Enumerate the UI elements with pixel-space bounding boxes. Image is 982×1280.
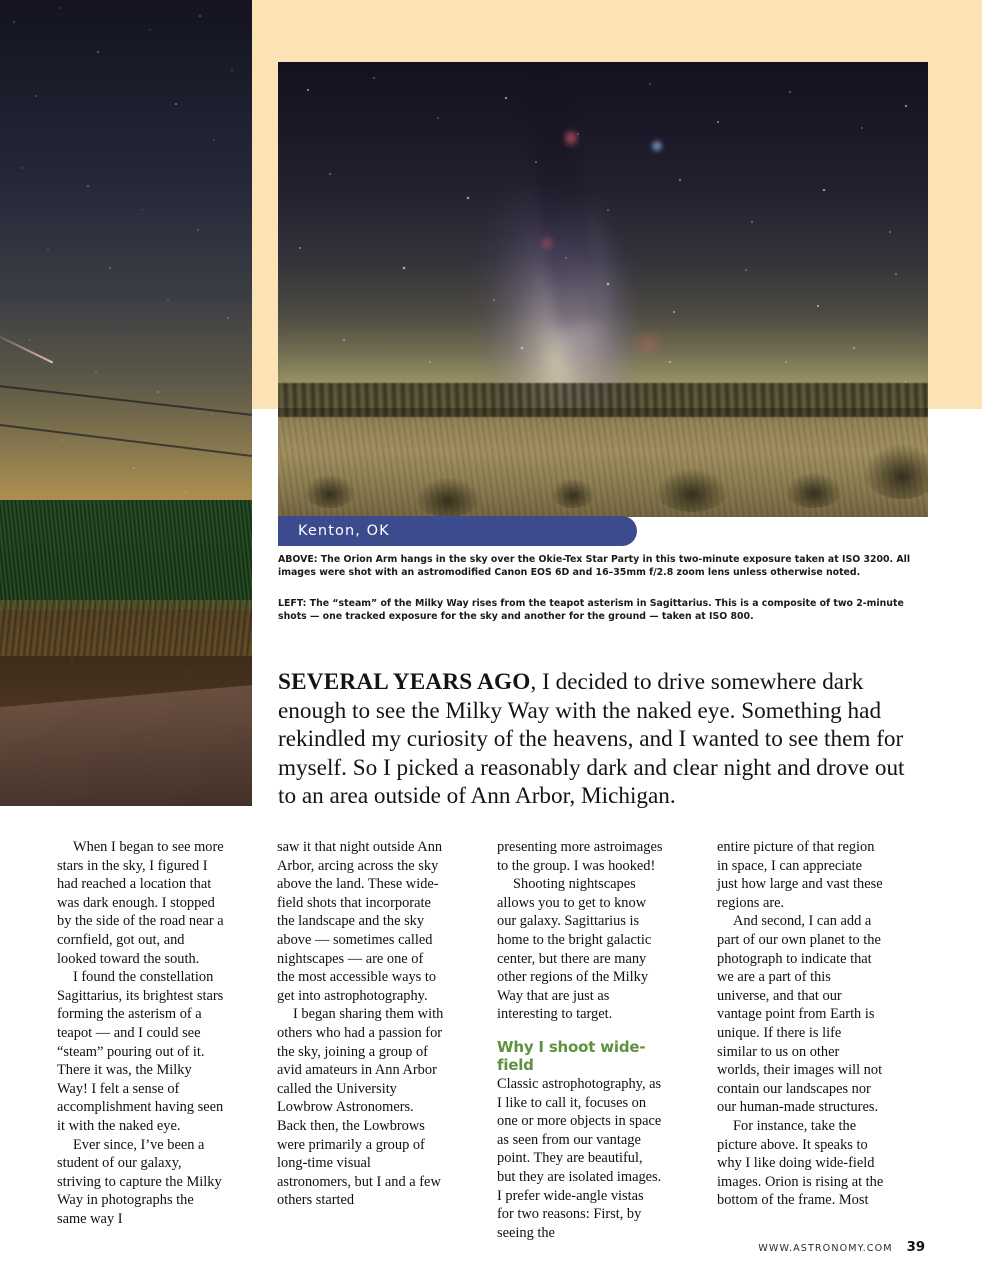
paragraph: Ever since, I’ve been a student of our galaxy, striving to capture the Milky Way in photographs the same way I xyxy=(57,1136,222,1227)
caption-above: ABOVE: The Orion Arm hangs in the sky over the Okie-Tex Star Party in this two-minute exposure taken at ISO 3200. All images were shot with an astromodified Canon EOS 6D and 16–35mm f/2.8 zoom lens unless otherwise noted. xyxy=(278,554,911,579)
paragraph: Classic astrophotography, as I like to call it, focuses on one or more objects in space as seen from our vantage point. They are beautiful, but they are isolated images. I prefer wide-angle vistas for two reasons: First, by seeing the xyxy=(497,1075,662,1241)
paragraph: I found the constellation Sagittarius, its brightest stars forming the asterism of a teapot — and I could see “steam” pouring out of it. There it was, the Milky Way! I felt a sense of accomplishment having seen it with the naked eye. xyxy=(57,969,224,1134)
horizon-treeline xyxy=(278,383,928,417)
column-4 xyxy=(717,838,884,1242)
column-2 xyxy=(277,838,444,1242)
paragraph: I began sharing them with others who had a passion for the sky, joining a group of avid amateurs in Ann Arbor called the University Lowbrow Astronomers. Back then, the Lowbrows were primarily a group of long-time visual astronomers, but I and a few others started xyxy=(277,1006,444,1209)
left-photo xyxy=(0,0,252,806)
section-heading: Why I shoot wide-field xyxy=(497,1037,646,1074)
paragraph: For instance, take the picture above. It speaks to why I like doing wide-field images. Orion is rising at the bottom of the frame. Most xyxy=(717,1117,884,1209)
column-3 xyxy=(497,838,664,1242)
bush xyxy=(785,472,843,508)
hero-photo xyxy=(278,62,928,517)
caption-left: LEFT: The “steam” of the Milky Way rises from the teapot asterism in Sagittarius. This is a composite of two 2-minute shots — one tracked exposure for the sky and another for the ground — taken at ISO 800. xyxy=(278,598,904,623)
ground-speckle xyxy=(0,606,252,806)
lede-lead-in: SEVERAL YEARS AGO xyxy=(278,669,531,695)
bush xyxy=(415,477,481,517)
paragraph: entire picture of that region in space, I can appreciate just how large and vast these regions are. xyxy=(717,839,883,911)
left-photo-starfield xyxy=(0,0,252,564)
lede-rest: , I decided to drive somewhere dark enough to see the Milky Way with the naked eye. Something had rekindled my curiosity of the heavens, and I wanted to see them for myself. So I picked a reasonably dark and clear night and drove out to an area outside of Ann Arbor, Michigan. xyxy=(278,669,905,810)
bush xyxy=(551,478,595,508)
page-footer xyxy=(0,1240,925,1255)
paragraph: presenting more astroimages to the group. I was hooked! xyxy=(497,839,663,874)
paragraph: When I began to see more stars in the sky, I figured I had reached a location that was dark enough. I stopped by the side of the road near a cornfield, got out, and looked toward the south. xyxy=(57,839,224,967)
column-1 xyxy=(57,838,224,1242)
location-badge xyxy=(278,516,637,546)
bush xyxy=(304,474,356,508)
paragraph: And second, I can add a part of our own planet to the photograph to indicate that we are a part of this universe, and that our vantage point from Earth is unique. If there is life similar to us on other worlds, their images will not contain our landscapes nor our human-made structures. xyxy=(717,913,883,1116)
article-columns xyxy=(57,838,925,1242)
paragraph: saw it that night outside Ann Arbor, arcing across the sky above the land. These wide-field shots that incorporate the landscape and the sky above — sometimes called nightscapes — are one of the most accessible ways to get into astrophotography. xyxy=(277,839,443,1004)
footer-website[interactable]: WWW.ASTRONOMY.COM xyxy=(758,1243,893,1254)
lede-paragraph xyxy=(278,668,928,811)
location-badge-label: Kenton, OK xyxy=(298,523,390,539)
page-number: 39 xyxy=(906,1240,925,1255)
paragraph: Shooting nightscapes allows you to get to know our galaxy. Sagittarius is home to the bright galactic center, but there are many other regions of the Milky Way that are just as interesting to target. xyxy=(497,876,652,1023)
